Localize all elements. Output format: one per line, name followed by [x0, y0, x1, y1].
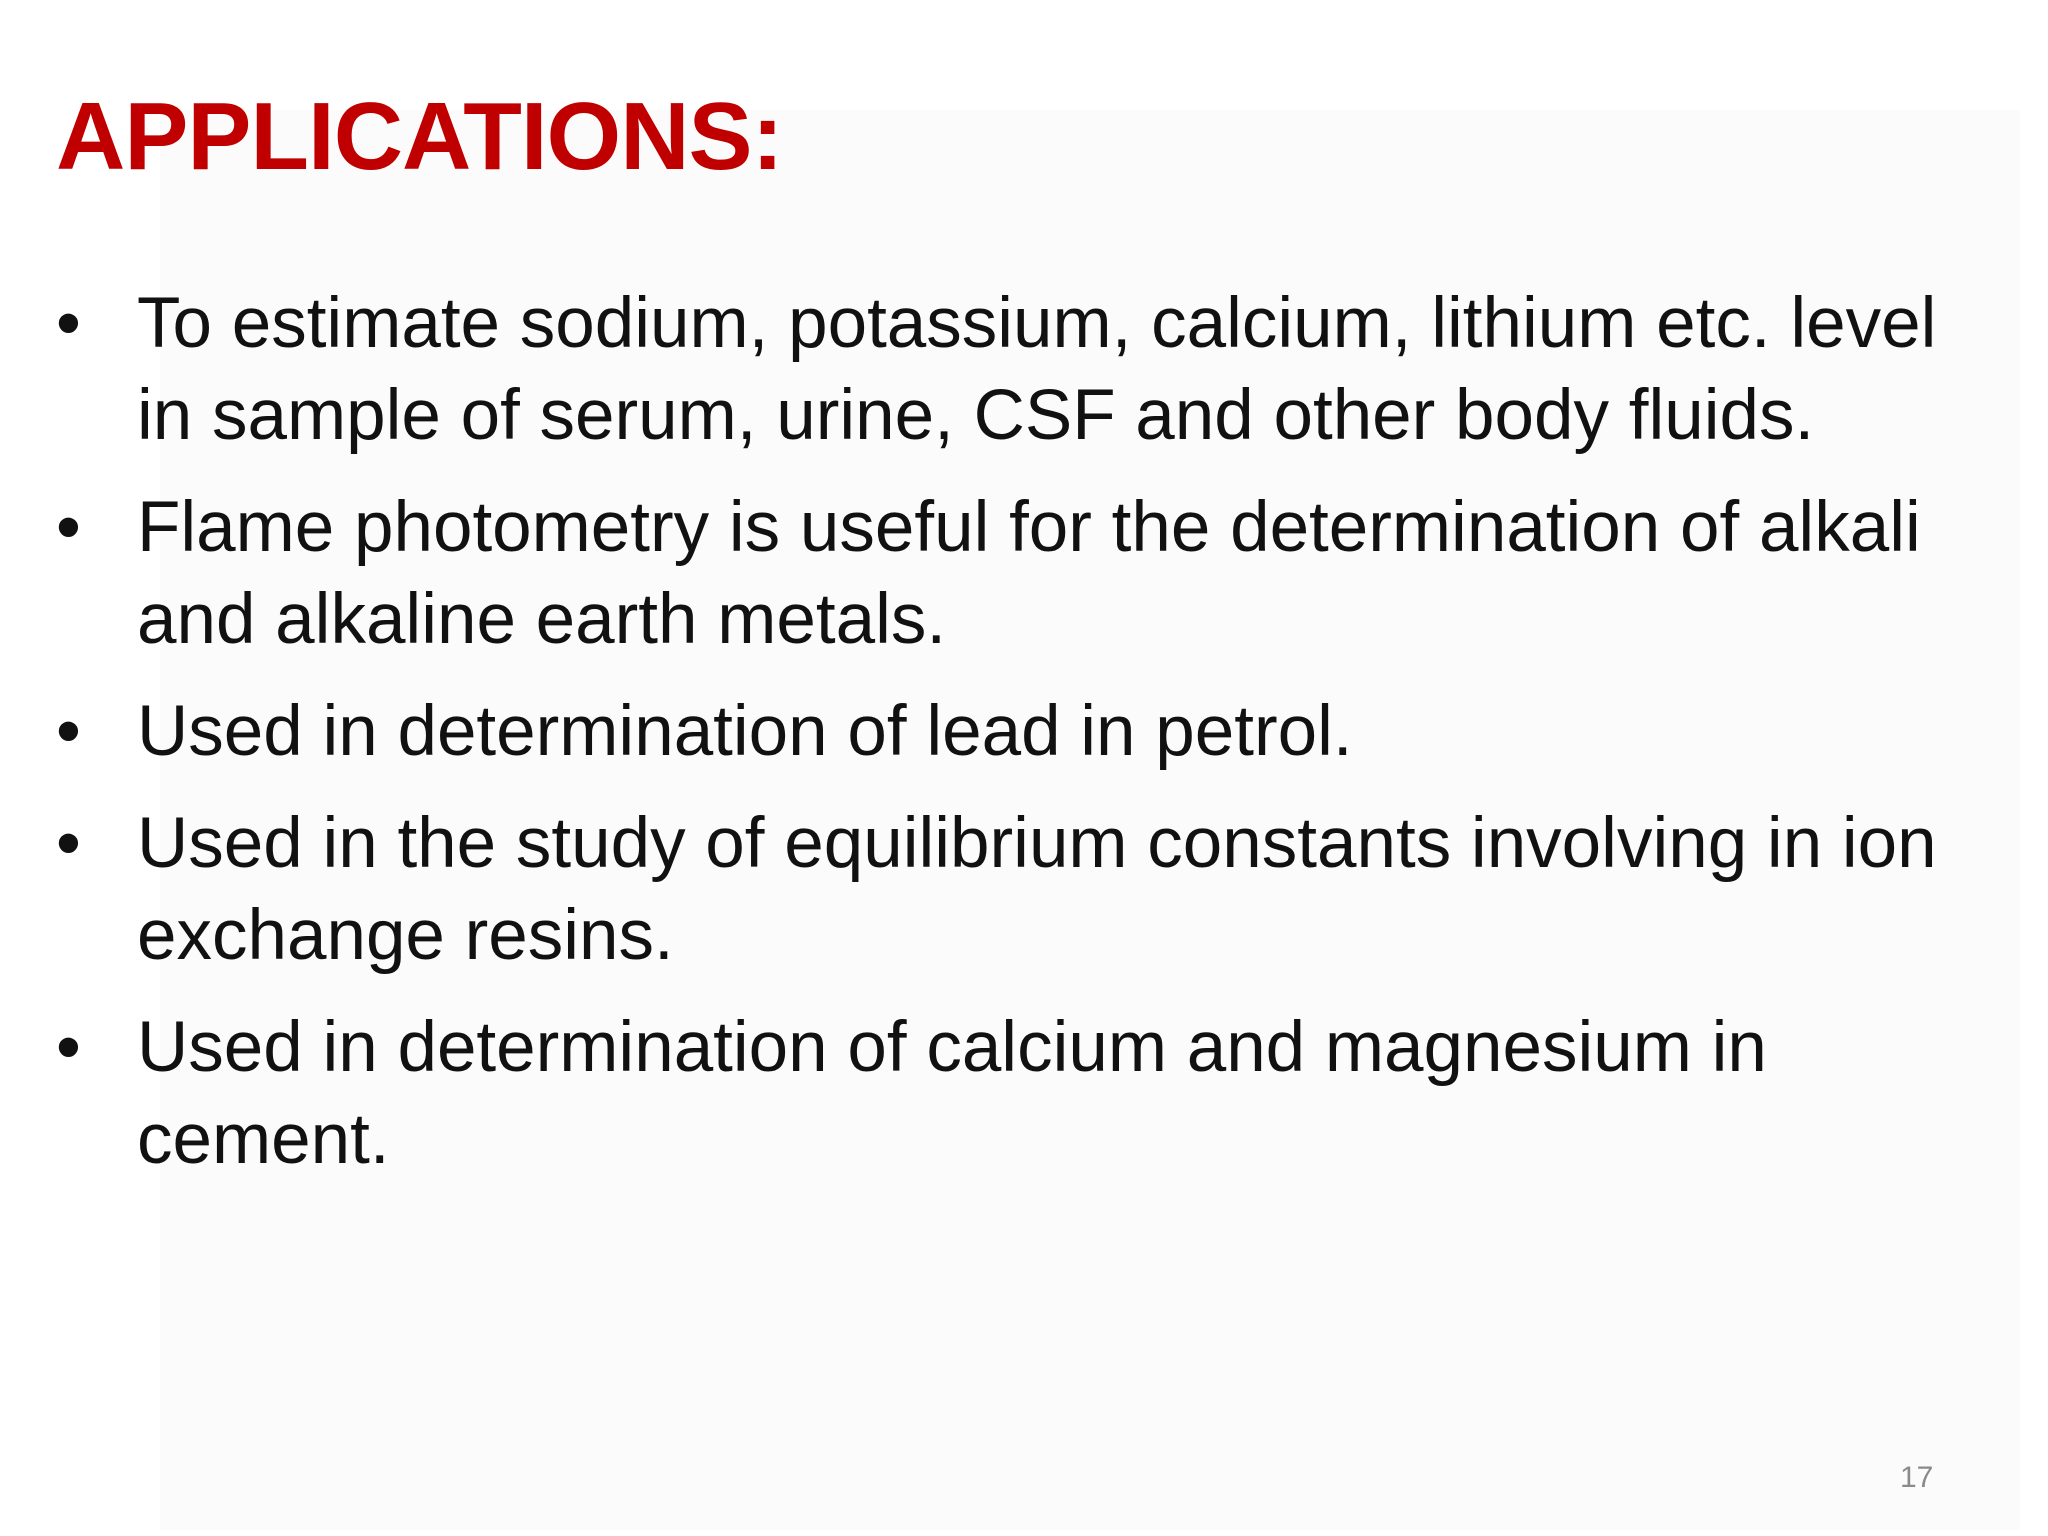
bullet-text: Used in determination of lead in petrol. [137, 692, 1353, 771]
bullet-text: To estimate sodium, potassium, calcium, lithium etc. level in sample of serum, urine, CSF and other body fluids. [137, 284, 1937, 455]
bullet-item [56, 798, 1986, 982]
bullet-item [56, 278, 1986, 462]
bullet-dot-icon: • [56, 692, 81, 771]
bullet-dot-icon: • [56, 284, 81, 363]
bullet-text: Used in determination of calcium and magnesium in cement. [137, 1008, 1767, 1179]
slide-title: APPLICATIONS: [56, 83, 783, 190]
bullet-item [56, 686, 1986, 778]
bullet-text: Used in the study of equilibrium constants involving in ion exchange resins. [137, 804, 1937, 975]
bullet-list [56, 278, 1986, 1206]
page-number: 17 [1900, 1461, 1934, 1494]
bullet-dot-icon: • [56, 804, 81, 883]
bullet-text: Flame photometry is useful for the determination of alkali and alkaline earth metals. [137, 488, 1921, 659]
bullet-item [56, 1002, 1986, 1186]
bullet-dot-icon: • [56, 488, 81, 567]
bullet-dot-icon: • [56, 1008, 81, 1087]
bullet-item [56, 482, 1986, 666]
